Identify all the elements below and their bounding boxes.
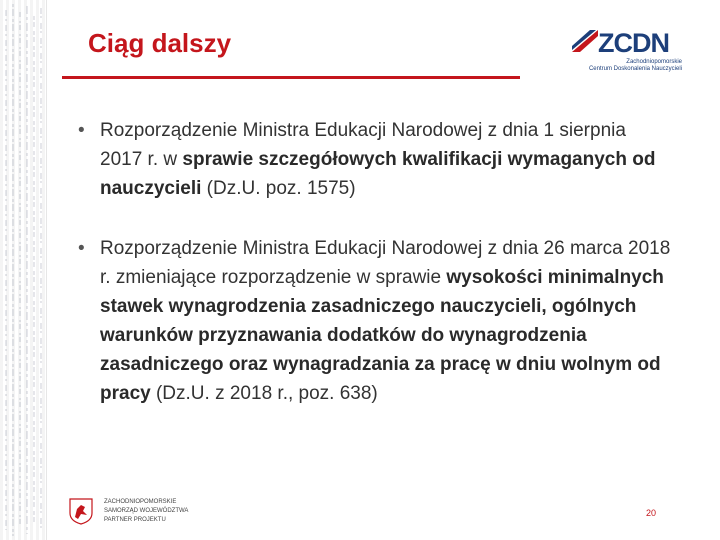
bullet-text: Rozporządzenie Ministra Edukacji Narodowej z dnia 1 sierpnia 2017 r. w	[100, 120, 626, 170]
title-underline	[62, 76, 520, 79]
list-item	[72, 116, 672, 203]
logo-name: ZCDN	[598, 28, 669, 58]
handwriting-texture	[0, 0, 46, 540]
slide-title: Ciąg dalszy	[88, 28, 232, 58]
bullet-text: Rozporządzenie Ministra Edukacji Narodowej z dnia 26 marca 2018 r. zmieniające rozporządzenie w sprawie	[100, 238, 671, 288]
bullet-bold-text: wysokości minimalnych stawek wynagrodzenia zasadniczego nauczycieli, ogólnych warunków przyznawania dodatków do wynagrodzenia zasadniczego oraz wynagradzania za pracę w dniu wolnym od pracy	[100, 267, 664, 404]
decorative-side-strip	[0, 0, 47, 540]
griffin-crest-icon	[68, 497, 94, 525]
page-number: 20	[646, 508, 657, 518]
bullet-icon: •	[78, 120, 85, 141]
list-item	[72, 234, 672, 408]
partner-line-3: PARTNER PROJEKTU	[104, 517, 166, 523]
bullet-list	[72, 116, 672, 439]
zcdn-logo	[570, 30, 682, 74]
partner-logo	[68, 497, 198, 527]
logo-line-2: Centrum Doskonalenia Nauczycieli	[588, 66, 682, 72]
bullet-text: (Dz.U. z 2018 r., poz. 638)	[150, 383, 378, 404]
logo-line-1: Zachodniopomorskie	[626, 59, 682, 65]
zcdn-mark-icon	[572, 30, 598, 52]
bullet-bold-text: sprawie szczegółowych kwalifikacji wymaganych od nauczycieli	[100, 149, 656, 199]
bullet-text: (Dz.U. poz. 1575)	[201, 178, 356, 199]
bullet-icon: •	[78, 238, 85, 259]
partner-line-2: SAMORZĄD WOJEWÓDZTWA	[104, 508, 189, 514]
partner-line-1: ZACHODNIOPOMORSKIE	[104, 499, 177, 505]
